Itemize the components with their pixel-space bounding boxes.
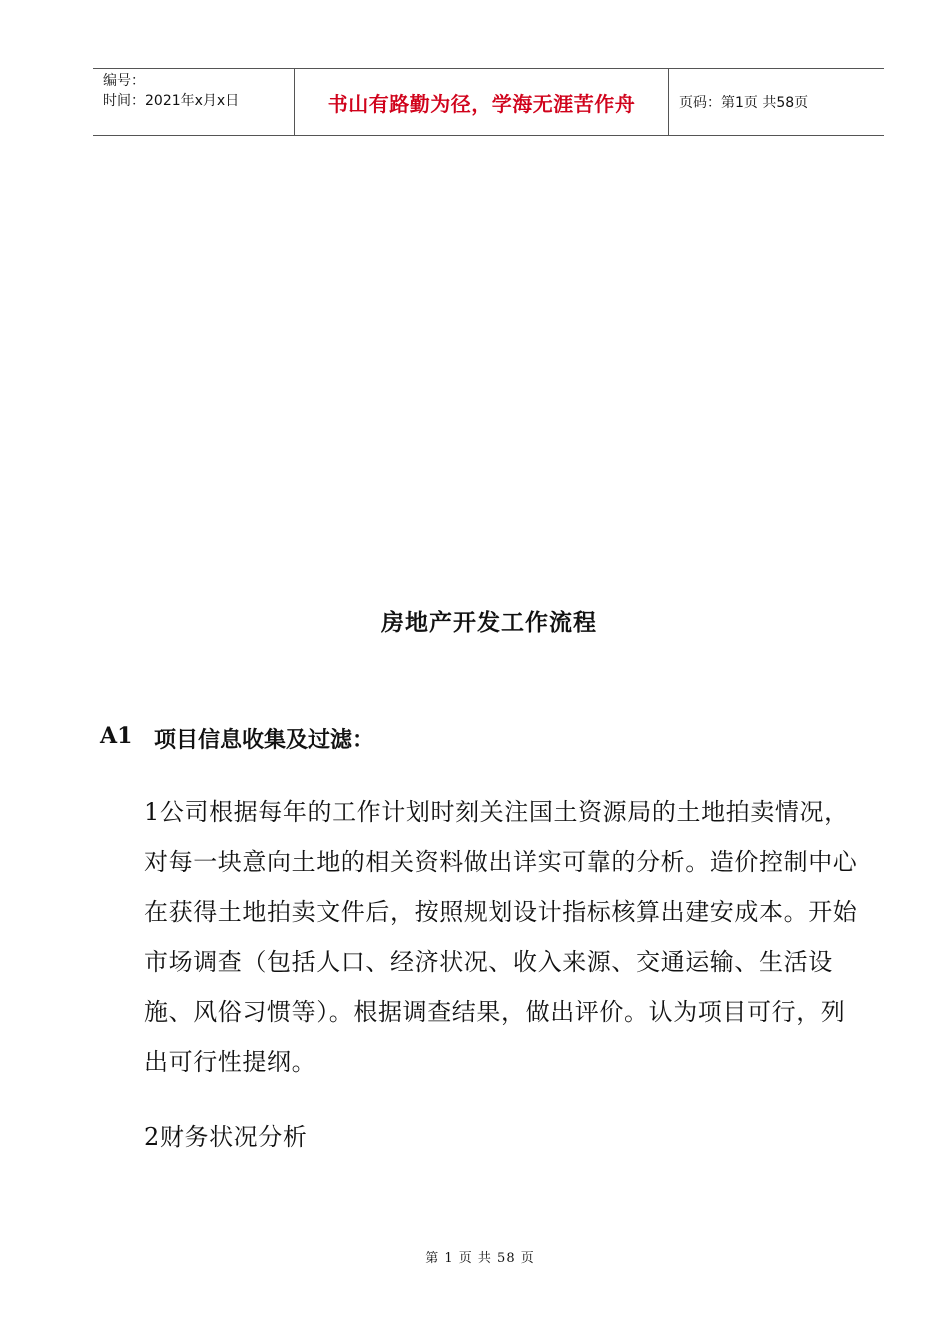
section-number: A1	[100, 723, 133, 749]
header-motto: 书山有路勤为径，学海无涯苦作舟	[327, 91, 636, 116]
header-page-info: 页码：第1页 共58页	[679, 95, 809, 111]
time-label: 时间：2021年x月x日	[103, 93, 240, 109]
paragraph: 1公司根据每年的工作计划时刻关注国土资源局的土地拍卖情况，对每一块意向土地的相关资料做出详实可靠的分析。造价控制中心在获得土地拍卖文件后，按照规划设计指标核算出建安成本。开始市场调查（包括人口、经济状况、收入来源、交通运输、生活设施、风俗习惯等）。根据调查结果，做出评价。认为项目可行，列出可行性提纲。	[144, 798, 858, 1076]
document-title: 房地产开发工作流程	[381, 610, 597, 636]
section-heading	[100, 723, 374, 754]
section-title: 项目信息收集及过滤：	[154, 728, 375, 753]
header-meta	[93, 69, 295, 135]
paragraph: 2财务状况分析	[144, 1123, 308, 1151]
header-motto-cell	[295, 69, 669, 135]
header-page-cell	[669, 69, 884, 135]
page-footer: 第 1 页 共 58 页	[425, 1251, 535, 1266]
serial-label: 编号：	[103, 73, 145, 89]
page-header	[93, 68, 884, 136]
